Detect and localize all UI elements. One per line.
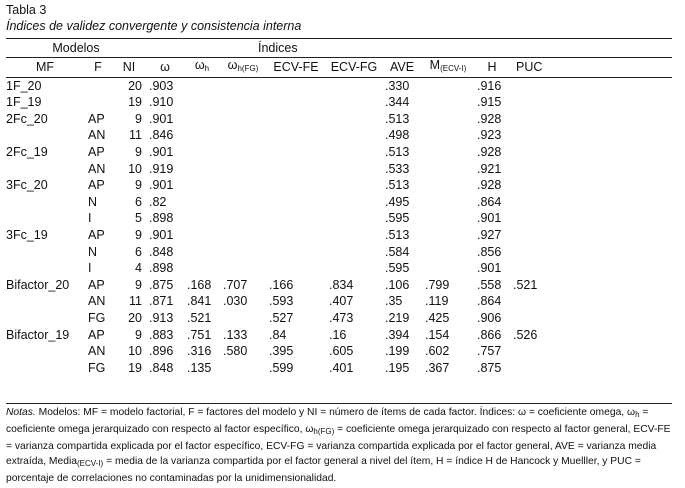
cell-omega-hfg [220,127,266,144]
cell-ave: .513 [385,178,410,193]
cell-model [6,260,84,277]
cell-ni: 6 [135,194,142,209]
cell-ecv-fg [326,227,382,244]
cell-ave: .106 [385,277,410,292]
cell-omega: .919 [149,161,174,176]
cell-puc [510,78,558,95]
cell-h: .927 [477,227,502,242]
cell-ecv-fg [326,194,382,211]
table-row [6,78,672,95]
cell-factor: AN [88,161,106,176]
cell-h: .921 [477,161,502,176]
col-mf: MF [35,60,55,74]
cell-model [6,310,84,327]
cell-h: .928 [477,144,502,159]
cell-factor: AN [88,128,106,143]
cell-ecv-fe [266,177,326,194]
cell-puc [510,310,558,327]
cell-model [6,293,84,310]
cell-omega: .871 [149,294,174,309]
cell-omega-h [184,210,220,227]
cell-puc [510,94,558,111]
cell-omega-h [184,194,220,211]
col-puc: PUC [516,60,543,74]
cell-omega-h [184,144,220,161]
col-omega-h: $\omega_h$ [194,58,210,73]
table-row [6,260,672,277]
cell-factor: AP [88,277,105,292]
cell-omega-hfg [220,177,266,194]
cell-omega: .82 [149,194,167,209]
cell-ni: 9 [135,178,142,193]
cell-puc [510,227,558,244]
cell-ecv-fe [266,244,326,261]
cell-ave: .584 [385,244,410,259]
cell-model: 1F_19 [6,95,42,110]
cell-model [6,127,84,144]
cell-ecv-fe [266,227,326,244]
cell-ecv-fe [266,144,326,161]
cell-m-ecvi: .425 [425,310,450,325]
cell-ecv-fg: .834 [329,277,354,292]
cell-m-ecvi [422,177,474,194]
cell-ecv-fg [326,127,382,144]
cell-m-ecvi [422,260,474,277]
cell-omega: .846 [149,128,174,143]
cell-factor: FG [88,360,106,375]
cell-omega: .875 [149,277,174,292]
cell-ni: 9 [135,277,142,292]
cell-m-ecvi [422,111,474,128]
table-row [6,194,672,211]
cell-factor: AN [88,294,106,309]
cell-omega-h [184,111,220,128]
cell-ecv-fg [326,210,382,227]
cell-ecv-fg: .605 [329,344,354,359]
cell-m-ecvi [422,227,474,244]
col-h: H [487,60,497,74]
cell-ecv-fg [326,177,382,194]
cell-puc [510,127,558,144]
cell-model [6,244,84,261]
cell-omega-h: .841 [187,294,212,309]
cell-h: .928 [477,178,502,193]
cell-ni: 9 [135,111,142,126]
cell-ecv-fe [266,210,326,227]
cell-omega-hfg [220,310,266,327]
cell-h: .928 [477,111,502,126]
cell-omega: .883 [149,327,174,342]
cell-factor: AP [88,227,105,242]
cell-omega-h: .751 [187,327,212,342]
cell-factor: AN [88,344,106,359]
cell-ni: 20 [128,310,142,325]
cell-model: 2Fc_20 [6,111,48,126]
cell-omega-hfg [220,227,266,244]
cell-m-ecvi [422,244,474,261]
cell-h: .915 [477,95,502,110]
cell-puc [510,260,558,277]
cell-omega-hfg [220,210,266,227]
cell-omega-h [184,94,220,111]
cell-ecv-fg: .16 [329,327,347,342]
cell-h: .864 [477,294,502,309]
cell-ave: .595 [385,261,410,276]
cell-h: .856 [477,244,502,259]
table-row [6,144,672,161]
col-ecv-fg: ECV-FG [330,60,378,74]
cell-m-ecvi [422,161,474,178]
cell-ni: 6 [135,244,142,259]
cell-ave: .199 [385,344,410,359]
cell-omega-hfg [220,194,266,211]
cell-puc: .521 [513,277,538,292]
col-omega-hfg: $\omega_{h(FG)}$ [227,58,259,73]
cell-ave: .533 [385,161,410,176]
cell-puc [510,244,558,261]
cell-h: .757 [477,344,502,359]
cell-ave: .498 [385,128,410,143]
table-row [6,111,672,128]
cell-omega: .898 [149,261,174,276]
cell-omega: .913 [149,310,174,325]
col-ecv-fe: ECV-FE [273,60,319,74]
cell-ecv-fg [326,94,382,111]
cell-m-ecvi: .119 [425,294,449,309]
cell-factor: I [88,261,92,276]
cell-omega-h: .521 [187,310,212,325]
cell-ecv-fe [266,260,326,277]
cell-omega-hfg [220,161,266,178]
cell-h: .916 [477,78,502,93]
cell-m-ecvi [422,144,474,161]
cell-factor: FG [88,310,106,325]
cell-ni: 11 [129,294,142,309]
cell-puc [510,177,558,194]
cell-ecv-fe: .593 [269,294,294,309]
cell-puc [510,144,558,161]
cell-ecv-fe: .527 [269,310,294,325]
cell-omega-h [184,177,220,194]
cell-omega-hfg: .133 [223,327,248,342]
cell-omega-h [184,227,220,244]
table-row [6,94,672,111]
cell-ecv-fe: .599 [269,360,294,375]
cell-omega-h [184,244,220,261]
cell-omega-h: .135 [187,360,212,375]
cell-puc [510,210,558,227]
cell-ni: 9 [135,144,142,159]
table-row [6,310,672,327]
cell-m-ecvi [422,127,474,144]
column-header-row [6,57,672,78]
cell-omega: .910 [149,95,174,110]
cell-ni: 9 [135,227,142,242]
col-ni: NI [122,60,136,74]
cell-factor [84,94,112,111]
cell-ni: 20 [128,78,142,93]
cell-model [6,360,84,377]
cell-ave: .344 [385,95,410,110]
cell-model [6,210,84,227]
cell-ecv-fg: .473 [329,310,354,325]
cell-ecv-fe [266,127,326,144]
cell-ave: .330 [385,78,410,93]
cell-omega-hfg: .030 [223,294,248,309]
cell-ave: .513 [385,227,410,242]
top-rule [6,38,672,39]
cell-factor [84,78,112,95]
col-f: F [94,60,102,74]
cell-omega: .901 [149,227,174,242]
cell-ecv-fg: .407 [329,294,354,309]
cell-puc [510,293,558,310]
cell-omega-hfg [220,144,266,161]
cell-ecv-fe: .166 [269,277,294,292]
table-title: Índices de validez convergente y consistencia interna [6,19,302,33]
cell-puc [510,343,558,360]
cell-ave: .595 [385,211,410,226]
cell-omega: .903 [149,78,174,93]
cell-omega: .901 [149,111,174,126]
cell-ave: .513 [385,144,410,159]
models-group-header: Modelos [52,41,100,55]
table-row [6,227,672,244]
cell-h: .901 [477,261,502,276]
col-m-ecvi: $M_{(ECV-I)}$ [429,58,467,73]
cell-omega: .898 [149,211,174,226]
table-label: Tabla 3 [6,3,47,17]
cell-omega-h [184,78,220,95]
cell-omega: .848 [149,360,174,375]
cell-ecv-fe [266,194,326,211]
cell-omega-h [184,161,220,178]
cell-ave: .195 [385,360,410,375]
cell-model [6,343,84,360]
cell-puc [510,194,558,211]
cell-omega: .848 [149,244,174,259]
cell-h: .906 [477,310,502,325]
cell-model: 1F_20 [6,78,42,93]
table-row [6,210,672,227]
cell-h: .875 [477,360,502,375]
cell-omega-h [184,127,220,144]
notes-label: Notas. [6,407,36,418]
cell-ni: 10 [128,161,142,176]
cell-omega-hfg [220,111,266,128]
cell-omega-h [184,260,220,277]
table-row [6,293,672,310]
cell-factor: AP [88,327,105,342]
cell-m-ecvi [422,194,474,211]
cell-omega: .901 [149,144,174,159]
table-row [6,277,672,294]
cell-puc [510,111,558,128]
cell-model: Bifactor_20 [6,277,70,292]
cell-ni: 4 [135,261,142,276]
cell-m-ecvi: .154 [425,327,450,342]
cell-puc [510,360,558,377]
cell-m-ecvi: .367 [425,360,450,375]
cell-ni: 5 [135,211,142,226]
table-row [6,343,672,360]
cell-omega-hfg [220,94,266,111]
cell-ecv-fg: .401 [329,360,354,375]
cell-ni: 9 [135,327,142,342]
cell-factor: N [88,194,98,209]
cell-m-ecvi: .602 [425,344,450,359]
table-row [6,177,672,194]
cell-factor: AP [88,144,105,159]
cell-h: .901 [477,211,502,226]
cell-ave: .394 [385,327,410,342]
table-row [6,127,672,144]
cell-factor: N [88,244,98,259]
cell-m-ecvi [422,78,474,95]
table-row [6,244,672,261]
cell-model: 3Fc_19 [6,227,48,242]
cell-puc: .526 [513,327,538,342]
cell-puc [510,161,558,178]
cell-ni: 19 [128,360,142,375]
col-ave: AVE [389,60,415,74]
cell-ecv-fg [326,161,382,178]
cell-model [6,194,84,211]
cell-h: .558 [477,277,502,292]
cell-omega-hfg [220,360,266,377]
cell-omega-hfg [220,78,266,95]
cell-m-ecvi [422,210,474,227]
cell-m-ecvi [422,94,474,111]
cell-h: .923 [477,128,502,143]
cell-factor: AP [88,178,105,193]
cell-ni: 19 [128,95,142,110]
cell-ni: 10 [128,344,142,359]
cell-omega-h: .168 [187,277,212,292]
table-notes: Notas. Modelos: MF = modelo factorial, F = factores del modelo y NI = número de ítems de cada factor. Índices: ω = coeficiente omega, $\omega_h$ = coeficiente omega jerarquizado con respecto al factor específico, $\omega_{h(FG)}$ = coeficiente omega jerarquizado con respecto al factor general, ECV-FE = varianza compartida explicada por el factor específico, ECV-FG = varianza compartida explicada por el factor general, AVE = varianza media extraída, Media$_{(ECV-I)}$ = media de la varianza compartida por el factor general a nivel del ítem, H = índice H de Hancock y Muelller, y PUC = porcentaje de correlaciones no contaminadas por la unidimensionalidad. [6,407,671,484]
cell-omega-hfg: .707 [223,277,248,292]
cell-ave: .35 [385,294,403,309]
cell-ecv-fe [266,111,326,128]
cell-ecv-fg [326,144,382,161]
cell-ave: .495 [385,194,410,209]
cell-omega: .901 [149,178,174,193]
cell-factor: I [88,211,92,226]
cell-ave: .513 [385,111,410,126]
cell-model: 2Fc_19 [6,144,48,159]
cell-ecv-fe: .395 [269,344,294,359]
cell-ecv-fe [266,78,326,95]
cell-omega-hfg: .580 [223,344,248,359]
indices-group-header: Índices [258,41,298,55]
cell-ave: .219 [385,310,410,325]
cell-factor: AP [88,111,105,126]
cell-omega-hfg [220,244,266,261]
cell-model: 3Fc_20 [6,178,48,193]
table-row [6,360,672,377]
table-row [6,161,672,178]
cell-ecv-fg [326,260,382,277]
cell-omega-hfg [220,260,266,277]
cell-ecv-fg [326,111,382,128]
cell-omega: .896 [149,344,174,359]
indices-table [6,40,672,376]
cell-ecv-fe [266,161,326,178]
cell-h: .866 [477,327,502,342]
table-row [6,327,672,344]
cell-ni: 11 [129,128,142,143]
cell-m-ecvi: .799 [425,277,450,292]
cell-ecv-fe: .84 [269,327,287,342]
cell-h: .864 [477,194,502,209]
bottom-rule [6,403,672,404]
cell-omega-h: .316 [187,344,212,359]
col-omega: ω [160,60,170,74]
cell-model: Bifactor_19 [6,327,70,342]
cell-ecv-fe [266,94,326,111]
cell-ecv-fg [326,78,382,95]
cell-ecv-fg [326,244,382,261]
cell-model [6,161,84,178]
